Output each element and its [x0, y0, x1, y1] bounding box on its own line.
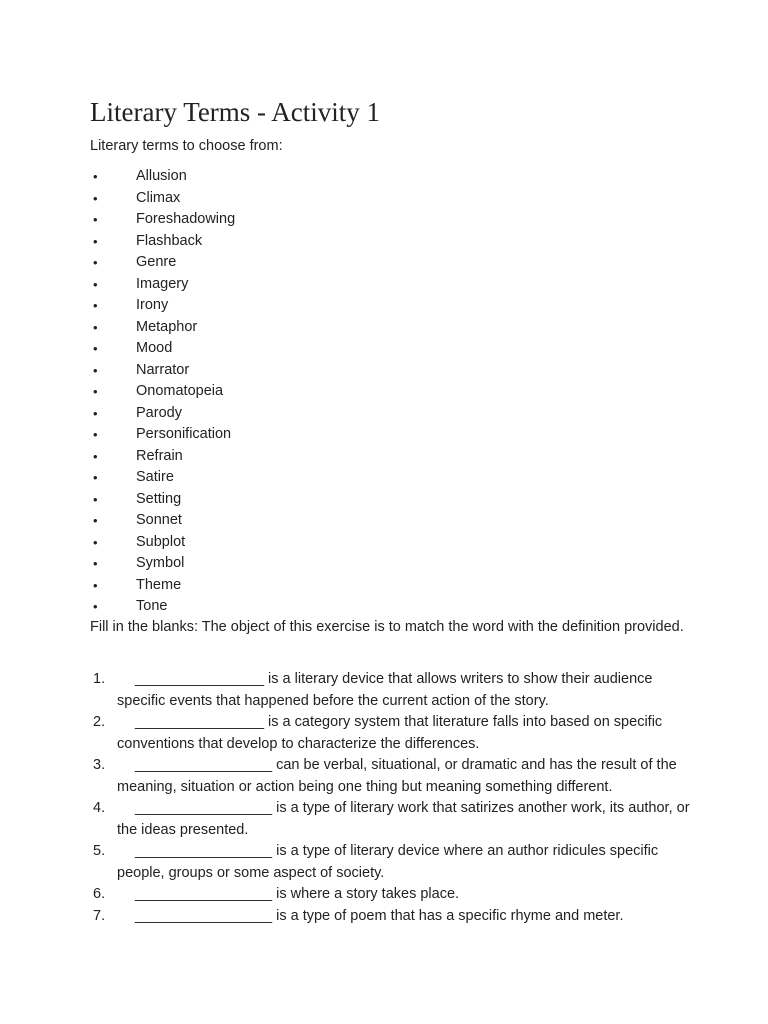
terms-intro: Literary terms to choose from: [90, 138, 283, 154]
bullet-icon: • [93, 448, 98, 464]
bullet-icon: • [93, 298, 98, 313]
term-label: Personification [136, 426, 232, 442]
bullet-icon: • [93, 599, 98, 614]
question-number: 3. [93, 757, 106, 773]
bullet-icon: • [93, 190, 98, 206]
question-number: 5. [93, 843, 106, 859]
instructions-text: Fill in the blanks: The object of this exercise is to match the word with the definition provided. [90, 619, 684, 635]
term-label: Narrator [136, 361, 190, 378]
term-label: Foreshadowing [136, 211, 236, 227]
term-label: Allusion [136, 168, 187, 184]
bullet-icon: • [93, 577, 98, 593]
question-item [0, 712, 768, 755]
question-text: _________________ is a type of literary device where an author ridicules specific people, groups or some aspect of society. [117, 843, 659, 881]
bullet-icon: • [93, 276, 98, 292]
question-item [0, 755, 768, 798]
question-text: ________________ is a category system that literature falls into based on specific conventions that develop to characterize the differences. [117, 714, 663, 752]
term-label: Irony [136, 297, 169, 313]
bullet-icon: • [93, 233, 98, 249]
bullet-icon: • [93, 362, 98, 378]
bullet-icon: • [93, 319, 98, 335]
term-label: Setting [136, 490, 182, 507]
term-label: Genre [136, 254, 177, 270]
bullet-icon: • [93, 491, 98, 507]
bullet-icon: • [93, 384, 98, 399]
question-text: _________________ is a type of literary work that satirizes another work, its author, or the ideas presented. [117, 800, 690, 838]
bullet-icon: • [93, 169, 98, 184]
term-label: Metaphor [136, 318, 198, 335]
term-label: Subplot [136, 533, 186, 550]
term-label: Refrain [136, 447, 183, 464]
term-label: Onomatopeia [136, 383, 224, 399]
term-label: Imagery [136, 275, 189, 292]
bullet-icon: • [93, 534, 98, 550]
term-label: Theme [136, 576, 182, 593]
bullet-icon: • [93, 556, 98, 571]
term-label: Mood [136, 340, 173, 356]
bullet-icon: • [93, 341, 98, 356]
bullet-icon: • [93, 513, 98, 528]
question-number: 1. [93, 671, 106, 687]
term-label: Parody [136, 404, 182, 421]
question-number: 6. [93, 886, 106, 902]
bullet-icon: • [93, 470, 98, 485]
bullet-icon: • [93, 405, 98, 421]
question-text: _________________ is a type of poem that has a specific rhyme and meter. [135, 907, 624, 924]
question-number: 7. [93, 907, 106, 924]
term-label: Symbol [136, 555, 185, 571]
bullet-icon: • [93, 255, 98, 270]
term-label: Flashback [136, 232, 203, 249]
question-text: _________________ is where a story takes place. [135, 886, 460, 902]
question-item [0, 841, 768, 884]
term-label: Tone [136, 598, 168, 614]
term-label: Climax [136, 189, 181, 206]
bullet-icon: • [93, 212, 98, 227]
questions-list [0, 669, 768, 927]
term-label: Satire [136, 469, 174, 485]
term-label: Sonnet [136, 512, 182, 528]
question-text: _________________ can be verbal, situational, or dramatic and has the result of the meaning, situation or action being one thing but meaning something different. [117, 757, 677, 795]
question-number: 2. [93, 714, 106, 730]
bullet-icon: • [93, 427, 98, 442]
question-item [0, 798, 768, 841]
question-item [0, 906, 768, 928]
question-number: 4. [93, 800, 106, 816]
question-item [0, 669, 768, 712]
page-title: Literary Terms - Activity 1 [90, 97, 381, 127]
question-text: ________________ is a literary device that allows writers to show their audience specific events that happened before the current action of the story. [117, 671, 653, 709]
question-item [0, 884, 768, 906]
